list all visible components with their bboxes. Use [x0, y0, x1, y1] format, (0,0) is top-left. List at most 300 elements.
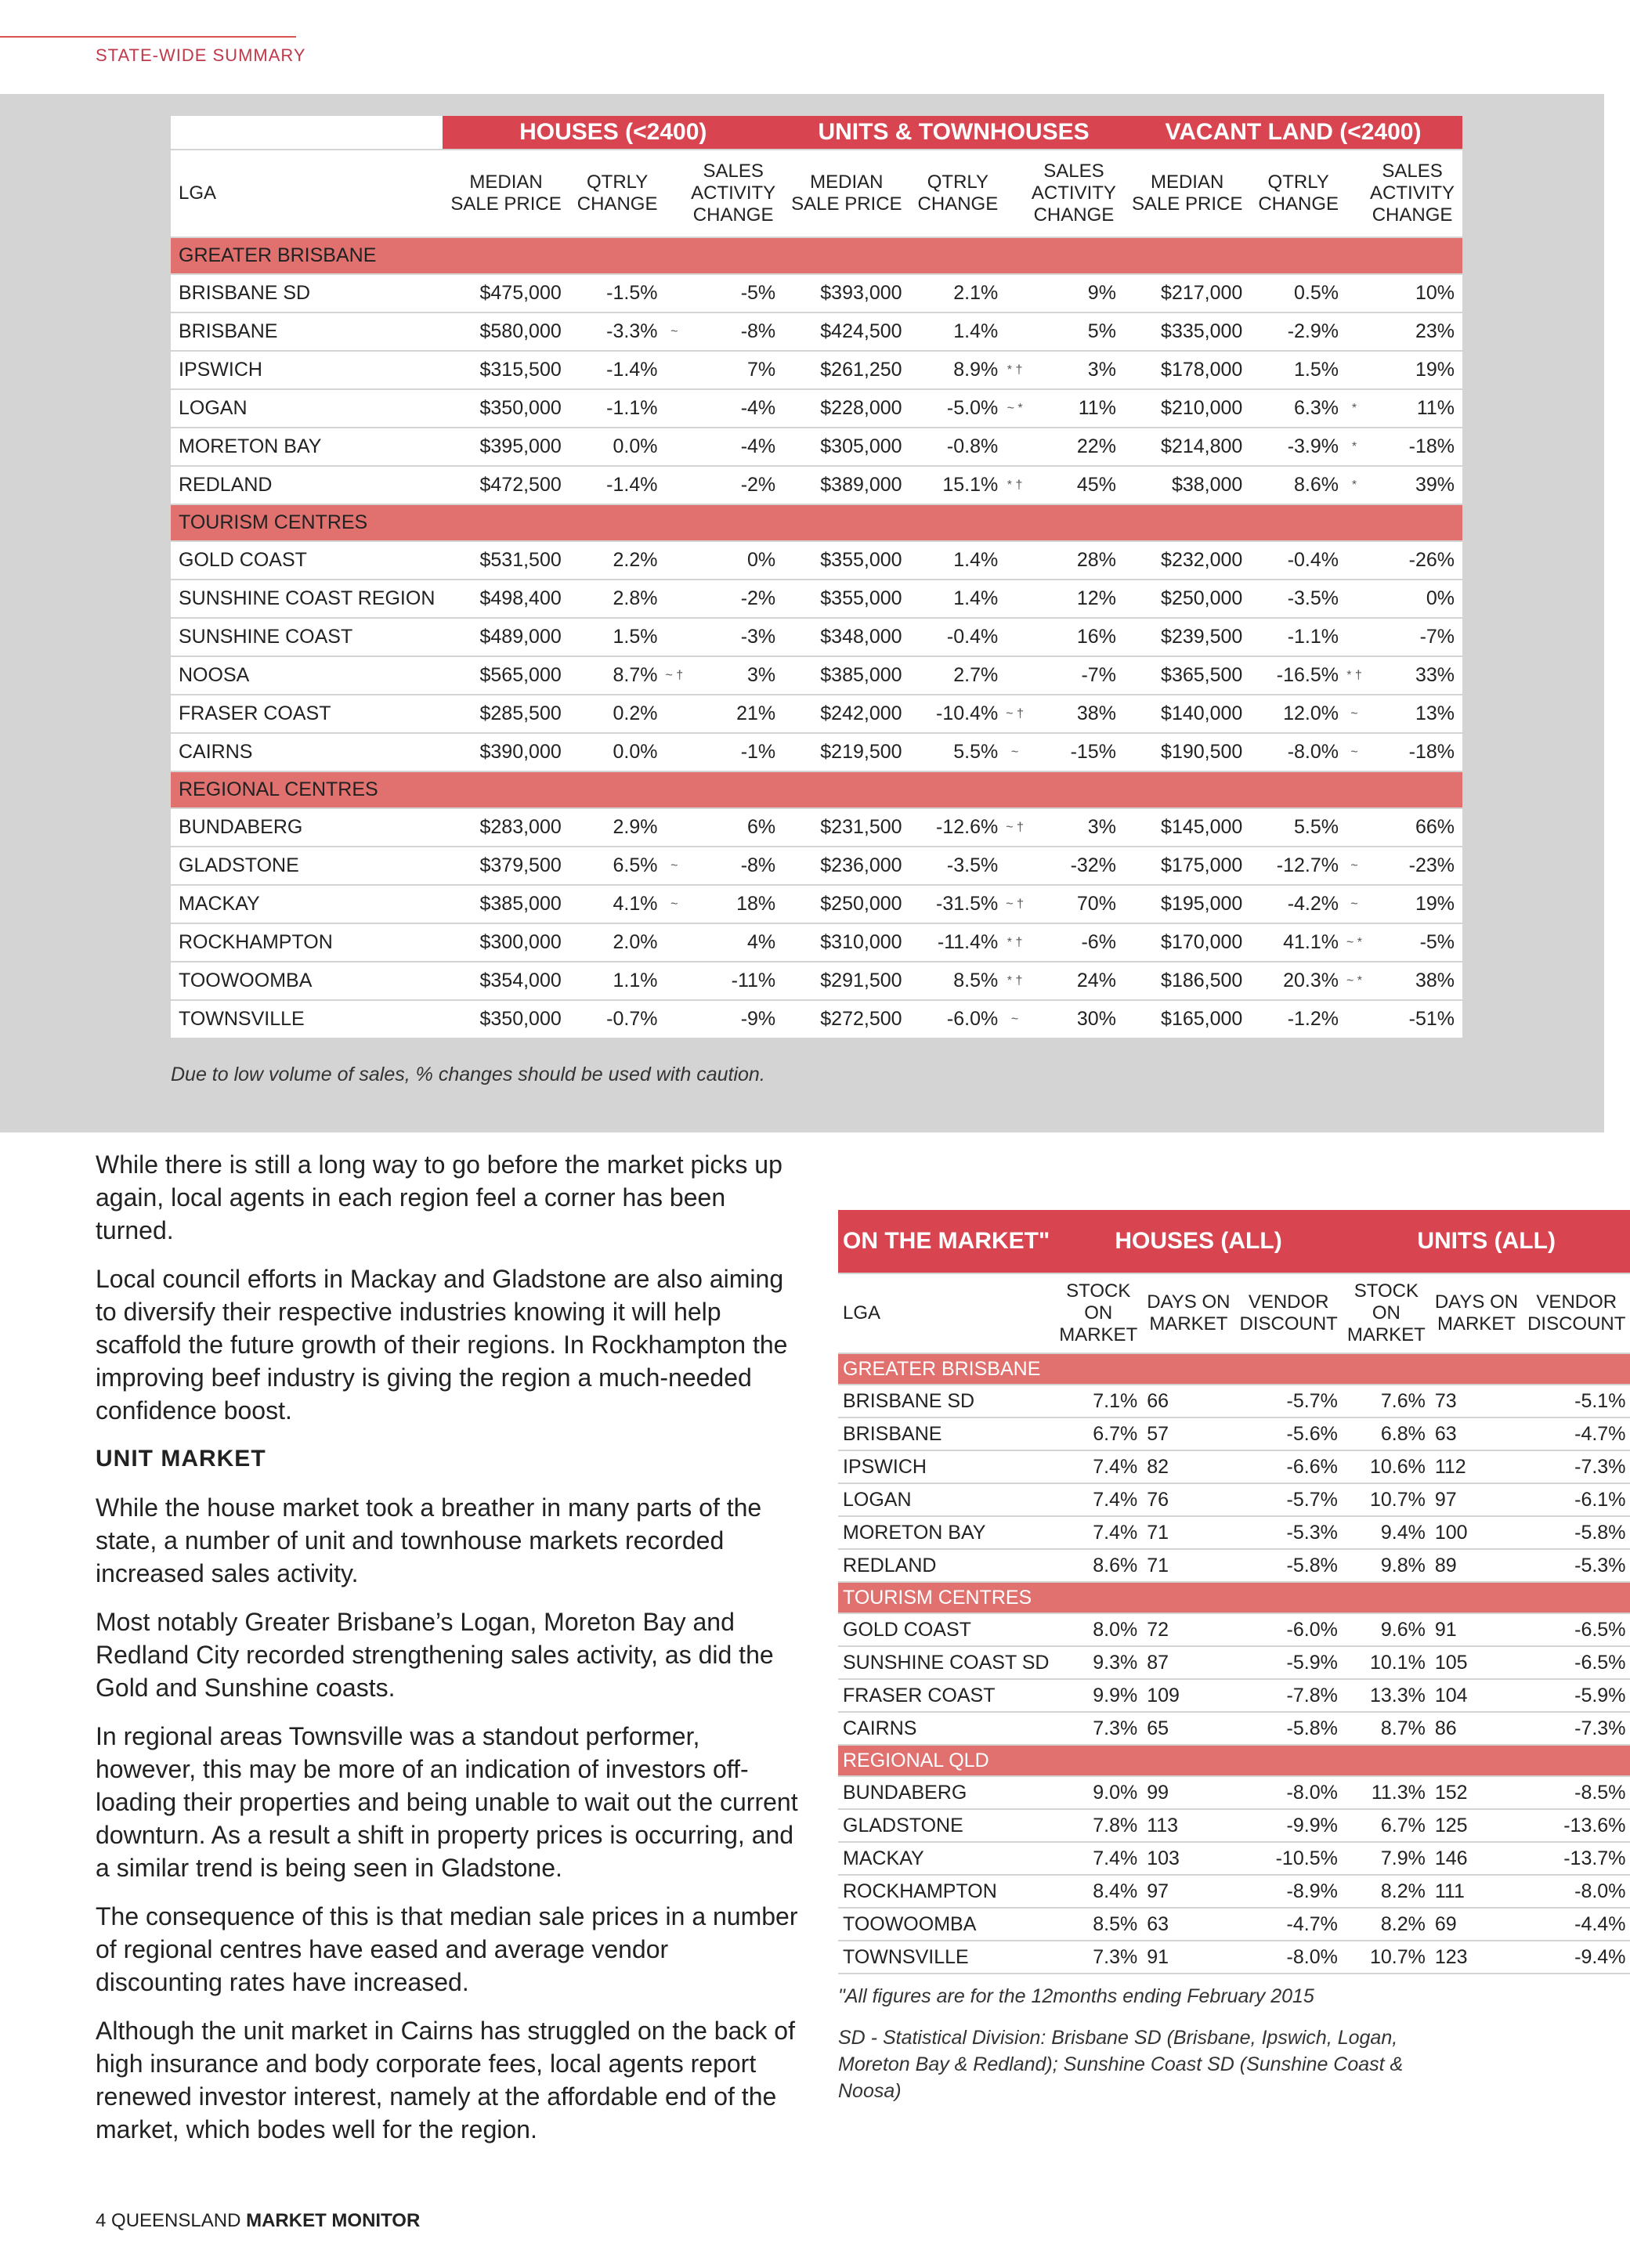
days-on-market: 65: [1142, 1712, 1234, 1745]
stock-on-market: 7.8%: [1054, 1809, 1142, 1842]
sales-activity-change: 66%: [1362, 808, 1462, 847]
change-marker: [665, 351, 683, 389]
col-qtrly-change: [910, 150, 1007, 237]
median-sale-price: $355,000: [783, 580, 909, 618]
stock-on-market: 7.4%: [1054, 1516, 1142, 1549]
table-row: [171, 923, 1462, 962]
stock-on-market: 8.6%: [1054, 1549, 1142, 1582]
sales-activity-change: 6%: [683, 808, 783, 847]
publication-prefix: QUEENSLAND: [111, 2210, 241, 2231]
qtrly-change: 1.4%: [910, 580, 1007, 618]
qtrly-change: 2.0%: [569, 923, 666, 962]
paragraph: Although the unit market in Cairns has struggled on the back of high insurance and body corporate fees, local agents report renewed investor interest, namely at the affordable end of the market, which bodes well for the region.: [96, 2017, 795, 2143]
change-marker: * †: [1006, 466, 1024, 504]
days-on-market: 104: [1430, 1679, 1523, 1712]
stock-on-market: 8.0%: [1054, 1613, 1142, 1646]
sales-activity-change: 24%: [1024, 962, 1124, 1000]
on-the-market-table: [838, 1210, 1630, 1974]
qtrly-change: -12.7%: [1250, 847, 1346, 885]
lga-name: BUNDABERG: [838, 1776, 1054, 1809]
change-marker: * †: [1006, 962, 1024, 1000]
lga-name: IPSWICH: [171, 351, 443, 389]
median-sale-price: $250,000: [783, 885, 909, 923]
header-line-text: DISCOUNT: [1239, 1313, 1338, 1334]
stock-on-market: 7.3%: [1054, 1712, 1142, 1745]
median-sale-price: $236,000: [783, 847, 909, 885]
section-label: GREATER BRISBANE: [838, 1353, 1630, 1385]
group-header-blank: [171, 116, 443, 150]
table-row: [171, 351, 1462, 389]
sales-activity-change: 33%: [1362, 656, 1462, 695]
group-header-units: UNITS & TOWNHOUSES: [783, 116, 1124, 150]
header-line-text: VENDOR: [1536, 1291, 1617, 1313]
table-row: [838, 1908, 1630, 1941]
median-sale-price: $393,000: [783, 274, 909, 312]
header-line-text: ON: [1372, 1302, 1400, 1324]
sales-activity-change: -6%: [1024, 923, 1124, 962]
lga-summary-table: [171, 116, 1462, 1039]
median-sale-price: $489,000: [443, 618, 569, 656]
sales-activity-change: 18%: [683, 885, 783, 923]
lga-name: GLADSTONE: [171, 847, 443, 885]
header-line-text: SALE PRICE: [791, 193, 902, 215]
sales-activity-change: 13%: [1362, 695, 1462, 733]
table-row: [838, 1941, 1630, 1974]
stock-on-market: 9.9%: [1054, 1679, 1142, 1712]
sales-activity-change: -1%: [683, 733, 783, 771]
change-marker: [1346, 1000, 1362, 1038]
days-on-market: 63: [1430, 1418, 1523, 1450]
days-on-market: 97: [1142, 1875, 1234, 1908]
median-sale-price: $565,000: [443, 656, 569, 695]
stock-on-market: 10.1%: [1343, 1646, 1430, 1679]
median-sale-price: $310,000: [783, 923, 909, 962]
sales-activity-change: -11%: [683, 962, 783, 1000]
median-sale-price: $232,000: [1124, 541, 1250, 580]
qtrly-change: -1.5%: [569, 274, 666, 312]
change-marker: ~: [665, 885, 683, 923]
median-sale-price: $283,000: [443, 808, 569, 847]
header-line-text: MEDIAN: [810, 172, 884, 193]
vendor-discount: -5.3%: [1523, 1549, 1630, 1582]
days-on-market: 69: [1430, 1908, 1523, 1941]
sales-activity-change: -7%: [1362, 618, 1462, 656]
median-sale-price: $498,400: [443, 580, 569, 618]
col-days-on-market: [1430, 1273, 1523, 1353]
lga-name: TOWNSVILLE: [171, 1000, 443, 1038]
lga-name: CAIRNS: [838, 1712, 1054, 1745]
sales-activity-change: -4%: [683, 389, 783, 428]
sales-activity-change: 10%: [1362, 274, 1462, 312]
paragraph: While the house market took a breather in many parts of the state, a number of unit and townhouse markets recorded increased sales activity.: [96, 1493, 762, 1587]
change-marker: *: [1346, 466, 1362, 504]
stock-on-market: 6.7%: [1343, 1809, 1430, 1842]
header-line-text: CHANGE: [1033, 204, 1115, 226]
vendor-discount: -6.5%: [1523, 1613, 1630, 1646]
table-row: [838, 1418, 1630, 1450]
change-marker: ~: [1346, 733, 1362, 771]
qtrly-change: -6.0%: [910, 1000, 1007, 1038]
days-on-market: 111: [1430, 1875, 1523, 1908]
change-marker: ~ *: [1006, 389, 1024, 428]
sales-activity-change: -51%: [1362, 1000, 1462, 1038]
qtrly-change: 15.1%: [910, 466, 1007, 504]
median-sale-price: $348,000: [783, 618, 909, 656]
group-header-houses: HOUSES (<2400): [443, 116, 783, 150]
change-marker: ~ †: [665, 656, 683, 695]
table-row: [171, 962, 1462, 1000]
lga-name: IPSWICH: [838, 1450, 1054, 1483]
stock-on-market: 13.3%: [1343, 1679, 1430, 1712]
lga-name: MORETON BAY: [838, 1516, 1054, 1549]
change-marker: [665, 923, 683, 962]
days-on-market: 86: [1430, 1712, 1523, 1745]
lga-name: FRASER COAST: [171, 695, 443, 733]
lga-name: GLADSTONE: [838, 1809, 1054, 1842]
median-sale-price: $365,500: [1124, 656, 1250, 695]
qtrly-change: -1.1%: [569, 389, 666, 428]
col-qtrly-change: [569, 150, 666, 237]
lga-name: BUNDABERG: [171, 808, 443, 847]
qtrly-change: -3.3%: [569, 312, 666, 351]
median-sale-price: $210,000: [1124, 389, 1250, 428]
paragraph: Most notably Greater Brisbane’s Logan, Moreton Bay and Redland City recorded strengthening sales activity, as did the Gold and Sunshine coasts.: [96, 1608, 774, 1702]
qtrly-change: 1.4%: [910, 312, 1007, 351]
qtrly-change: -16.5%: [1250, 656, 1346, 695]
side-group-houses: HOUSES (ALL): [1054, 1210, 1343, 1273]
paragraph: In regional areas Townsville was a standout performer, however, this may be more of an indication of investors off-loading their properties and being unable to wait out the current downturn. As a result a shift in property prices is occurring, and a similar trend is being seen in Gladstone.: [96, 1722, 798, 1882]
lga-name: BRISBANE: [171, 312, 443, 351]
vendor-discount: -8.0%: [1234, 1941, 1342, 1974]
vendor-discount: -5.8%: [1234, 1549, 1342, 1582]
qtrly-change: 41.1%: [1250, 923, 1346, 962]
change-marker: [1006, 428, 1024, 466]
sales-activity-change: -5%: [683, 274, 783, 312]
days-on-market: 71: [1142, 1516, 1234, 1549]
table-row: [838, 1712, 1630, 1745]
lga-name: REDLAND: [838, 1549, 1054, 1582]
change-marker: [1006, 274, 1024, 312]
change-marker: [1006, 847, 1024, 885]
change-marker: ~: [1346, 695, 1362, 733]
section-row: [838, 1582, 1630, 1613]
qtrly-change: -4.2%: [1250, 885, 1346, 923]
section-row: [838, 1353, 1630, 1385]
stock-on-market: 7.6%: [1343, 1385, 1430, 1418]
median-sale-price: $315,500: [443, 351, 569, 389]
side-group-units: UNITS (ALL): [1343, 1210, 1630, 1273]
lga-name: GOLD COAST: [838, 1613, 1054, 1646]
vendor-discount: -5.7%: [1234, 1483, 1342, 1516]
section-label: GREATER BRISBANE: [171, 237, 1462, 274]
days-on-market: 125: [1430, 1809, 1523, 1842]
qtrly-change: 5.5%: [1250, 808, 1346, 847]
stock-on-market: 8.5%: [1054, 1908, 1142, 1941]
qtrly-change: -3.9%: [1250, 428, 1346, 466]
section-label: TOURISM CENTRES: [838, 1582, 1630, 1613]
table-row: [171, 1000, 1462, 1038]
vendor-discount: -8.9%: [1234, 1875, 1342, 1908]
col-days-on-market: [1142, 1273, 1234, 1353]
sales-activity-change: 22%: [1024, 428, 1124, 466]
median-sale-price: $580,000: [443, 312, 569, 351]
vendor-discount: -9.9%: [1234, 1809, 1342, 1842]
change-marker: *: [1346, 389, 1362, 428]
median-sale-price: $219,500: [783, 733, 909, 771]
table-row: [171, 656, 1462, 695]
qtrly-change: -11.4%: [910, 923, 1007, 962]
publication-name: MARKET MONITOR: [246, 2210, 421, 2231]
table-row: [838, 1679, 1630, 1712]
lga-name: LOGAN: [838, 1483, 1054, 1516]
section-label: REGIONAL CENTRES: [171, 771, 1462, 808]
header-line-text: QTRLY: [927, 172, 988, 193]
side-table-title: ON THE MARKET": [838, 1210, 1054, 1273]
header-line-text: MARKET: [1149, 1313, 1228, 1334]
col-median-sale-price: [783, 150, 909, 237]
sales-activity-change: 21%: [683, 695, 783, 733]
stock-on-market: 7.3%: [1054, 1941, 1142, 1974]
lga-summary-body: [171, 237, 1462, 1038]
median-sale-price: $379,500: [443, 847, 569, 885]
sales-activity-change: 45%: [1024, 466, 1124, 504]
median-sale-price: $291,500: [783, 962, 909, 1000]
median-sale-price: $175,000: [1124, 847, 1250, 885]
sales-activity-change: 7%: [683, 351, 783, 389]
header-line-text: DISCOUNT: [1527, 1313, 1626, 1334]
col-stock-on-market: [1343, 1273, 1430, 1353]
lga-name: MORETON BAY: [171, 428, 443, 466]
stock-on-market: 7.4%: [1054, 1483, 1142, 1516]
col-vendor-discount: [1234, 1273, 1342, 1353]
sales-activity-change: 38%: [1362, 962, 1462, 1000]
header-line-text: MARKET: [1437, 1313, 1516, 1334]
sales-activity-change: -7%: [1024, 656, 1124, 695]
qtrly-change: 2.1%: [910, 274, 1007, 312]
qtrly-change: -3.5%: [910, 847, 1007, 885]
median-sale-price: $305,000: [783, 428, 909, 466]
days-on-market: 71: [1142, 1549, 1234, 1582]
stock-on-market: 9.4%: [1343, 1516, 1430, 1549]
median-sale-price: $272,500: [783, 1000, 909, 1038]
header-line-text: MARKET: [1346, 1324, 1426, 1345]
median-sale-price: $355,000: [783, 541, 909, 580]
sales-activity-change: 4%: [683, 923, 783, 962]
page-number: 4: [96, 2210, 107, 2231]
qtrly-change: -0.8%: [910, 428, 1007, 466]
vendor-discount: -5.1%: [1523, 1385, 1630, 1418]
days-on-market: 72: [1142, 1613, 1234, 1646]
qtrly-change: -0.7%: [569, 1000, 666, 1038]
median-sale-price: $350,000: [443, 389, 569, 428]
sales-activity-change: 3%: [1024, 351, 1124, 389]
stock-on-market: 10.7%: [1343, 1483, 1430, 1516]
days-on-market: 89: [1430, 1549, 1523, 1582]
paragraph: The consequence of this is that median sale prices in a number of regional centres have eased and average vendor discounting rates have increased.: [96, 1902, 798, 1996]
header-line-text: DAYS ON: [1147, 1291, 1231, 1313]
median-sale-price: $195,000: [1124, 885, 1250, 923]
sales-activity-change: -4%: [683, 428, 783, 466]
qtrly-change: -1.2%: [1250, 1000, 1346, 1038]
change-marker: [665, 962, 683, 1000]
median-sale-price: $389,000: [783, 466, 909, 504]
sales-activity-change: 3%: [1024, 808, 1124, 847]
days-on-market: 103: [1142, 1842, 1234, 1875]
change-marker: ~ †: [1006, 808, 1024, 847]
header-line-text: MARKET: [1059, 1324, 1138, 1345]
stock-on-market: 10.6%: [1343, 1450, 1430, 1483]
on-the-market-body: [838, 1353, 1630, 1974]
table-row: [171, 274, 1462, 312]
vendor-discount: -5.8%: [1523, 1516, 1630, 1549]
vendor-discount: -5.7%: [1234, 1385, 1342, 1418]
paragraph: While there is still a long way to go before the market picks up again, local agents in each region feel a corner has been turned.: [96, 1150, 782, 1244]
stock-on-market: 7.1%: [1054, 1385, 1142, 1418]
qtrly-change: 2.8%: [569, 580, 666, 618]
qtrly-change: -31.5%: [910, 885, 1007, 923]
change-marker: [1346, 541, 1362, 580]
change-marker: ~: [1006, 733, 1024, 771]
qtrly-change: 20.3%: [1250, 962, 1346, 1000]
sales-activity-change: 19%: [1362, 351, 1462, 389]
sales-activity-change: -5%: [1362, 923, 1462, 962]
table-row: [171, 847, 1462, 885]
sales-activity-change: 3%: [683, 656, 783, 695]
header-line-text: QTRLY: [1267, 172, 1329, 193]
col-qtrly-change: [1250, 150, 1346, 237]
stock-on-market: 8.4%: [1054, 1875, 1142, 1908]
change-marker: ~ *: [1346, 962, 1362, 1000]
change-marker: [665, 389, 683, 428]
col-sales-activity-change: [1024, 150, 1124, 237]
section-row: [171, 237, 1462, 274]
stock-on-market: 9.6%: [1343, 1613, 1430, 1646]
table-row: [171, 885, 1462, 923]
table-row: [171, 541, 1462, 580]
lga-name: LOGAN: [171, 389, 443, 428]
section-row: [171, 504, 1462, 541]
col-marker: [1006, 150, 1024, 237]
days-on-market: 97: [1430, 1483, 1523, 1516]
group-header-row: [171, 116, 1462, 150]
days-on-market: 109: [1142, 1679, 1234, 1712]
table-row: [838, 1809, 1630, 1842]
change-marker: [1346, 808, 1362, 847]
median-sale-price: $186,500: [1124, 962, 1250, 1000]
sales-activity-change: 0%: [683, 541, 783, 580]
table-row: [838, 1875, 1630, 1908]
vendor-discount: -7.3%: [1523, 1712, 1630, 1745]
sales-activity-change: 5%: [1024, 312, 1124, 351]
median-sale-price: $335,000: [1124, 312, 1250, 351]
vendor-discount: -5.3%: [1234, 1516, 1342, 1549]
change-marker: ~: [1346, 847, 1362, 885]
days-on-market: 113: [1142, 1809, 1234, 1842]
median-sale-price: $38,000: [1124, 466, 1250, 504]
table-row: [838, 1842, 1630, 1875]
table-row: [838, 1385, 1630, 1418]
days-on-market: 91: [1430, 1613, 1523, 1646]
days-on-market: 73: [1430, 1385, 1523, 1418]
vendor-discount: -8.5%: [1523, 1776, 1630, 1809]
days-on-market: 82: [1142, 1450, 1234, 1483]
change-marker: [665, 1000, 683, 1038]
qtrly-change: -10.4%: [910, 695, 1007, 733]
median-sale-price: $178,000: [1124, 351, 1250, 389]
qtrly-change: -2.9%: [1250, 312, 1346, 351]
header-line-text: SALE PRICE: [450, 193, 562, 215]
table-row: [838, 1516, 1630, 1549]
vendor-discount: -4.7%: [1234, 1908, 1342, 1941]
table-row: [171, 618, 1462, 656]
table-row: [171, 389, 1462, 428]
days-on-market: 100: [1430, 1516, 1523, 1549]
table-row: [838, 1549, 1630, 1582]
vendor-discount: -8.0%: [1523, 1875, 1630, 1908]
median-sale-price: $145,000: [1124, 808, 1250, 847]
stock-on-market: 7.4%: [1054, 1450, 1142, 1483]
qtrly-change: 0.0%: [569, 733, 666, 771]
lga-name: MACKAY: [171, 885, 443, 923]
stock-on-market: 8.2%: [1343, 1875, 1430, 1908]
stock-on-market: 9.3%: [1054, 1646, 1142, 1679]
sales-activity-change: -2%: [683, 466, 783, 504]
side-footnote-period: "All figures are for the 12months ending February 2015: [838, 1985, 1314, 2007]
change-marker: [665, 695, 683, 733]
lga-name: REDLAND: [171, 466, 443, 504]
table-row: [838, 1450, 1630, 1483]
section-heading: UNIT MARKET: [96, 1446, 266, 1472]
table-row: [171, 428, 1462, 466]
qtrly-change: 8.9%: [910, 351, 1007, 389]
stock-on-market: 11.3%: [1343, 1776, 1430, 1809]
days-on-market: 146: [1430, 1842, 1523, 1875]
days-on-market: 123: [1430, 1941, 1523, 1974]
stock-on-market: 8.2%: [1343, 1908, 1430, 1941]
col-lga: LGA: [171, 150, 443, 237]
lga-name: TOOWOOMBA: [838, 1908, 1054, 1941]
lga-name: NOOSA: [171, 656, 443, 695]
lga-name: MACKAY: [838, 1842, 1054, 1875]
qtrly-change: 5.5%: [910, 733, 1007, 771]
change-marker: * †: [1006, 351, 1024, 389]
qtrly-change: 8.7%: [569, 656, 666, 695]
vendor-discount: -7.3%: [1523, 1450, 1630, 1483]
lga-name: TOOWOOMBA: [171, 962, 443, 1000]
vendor-discount: -6.1%: [1523, 1483, 1630, 1516]
sales-activity-change: -18%: [1362, 733, 1462, 771]
qtrly-change: -1.1%: [1250, 618, 1346, 656]
lga-name: SUNSHINE COAST REGION: [171, 580, 443, 618]
change-marker: [1346, 580, 1362, 618]
header-line-text: DAYS ON: [1434, 1291, 1519, 1313]
median-sale-price: $217,000: [1124, 274, 1250, 312]
sales-activity-change: -9%: [683, 1000, 783, 1038]
header-line-text: ACTIVITY: [1031, 182, 1116, 204]
vendor-discount: -13.7%: [1523, 1842, 1630, 1875]
section-label: TOURISM CENTRES: [171, 504, 1462, 541]
days-on-market: 66: [1142, 1385, 1234, 1418]
qtrly-change: -1.4%: [569, 351, 666, 389]
change-marker: [665, 733, 683, 771]
stock-on-market: 9.0%: [1054, 1776, 1142, 1809]
sales-activity-change: -32%: [1024, 847, 1124, 885]
median-sale-price: $165,000: [1124, 1000, 1250, 1038]
change-marker: [1006, 656, 1024, 695]
header-line-text: SALES: [703, 161, 764, 182]
median-sale-price: $261,250: [783, 351, 909, 389]
qtrly-change: 12.0%: [1250, 695, 1346, 733]
